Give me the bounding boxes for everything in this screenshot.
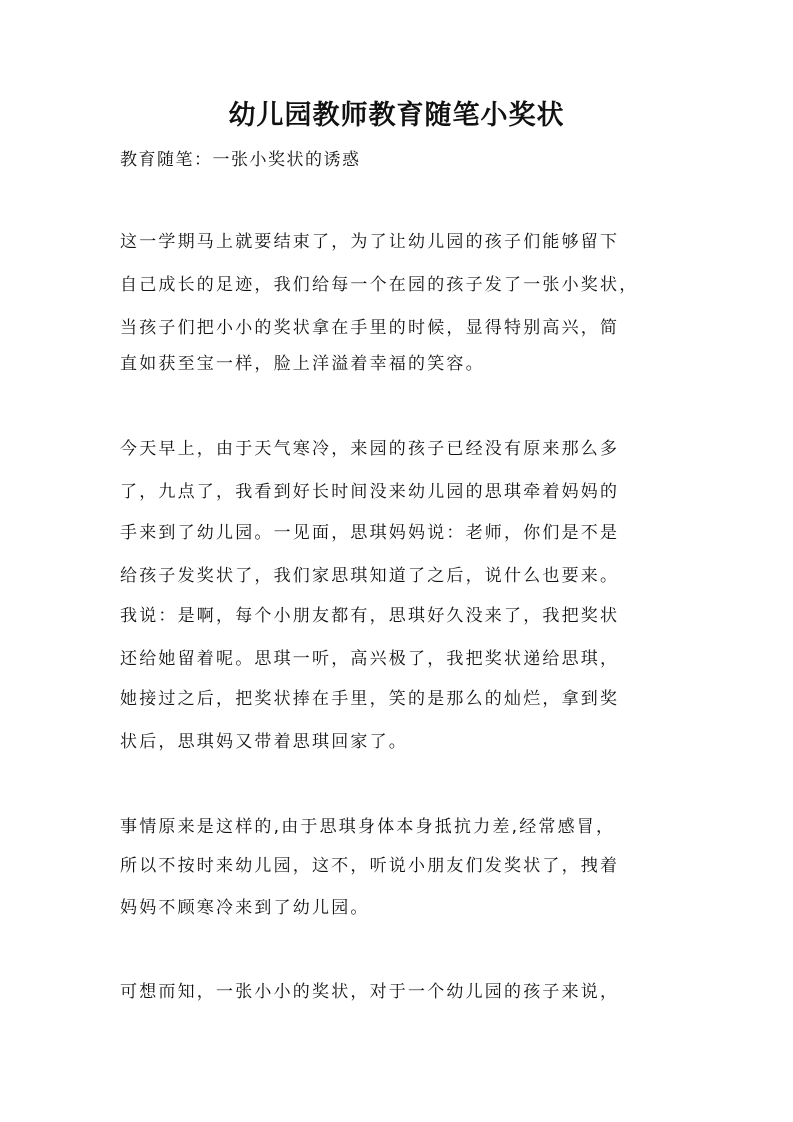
text-line: 直如获至宝一样，脸上洋溢着幸福的笑容。 xyxy=(120,354,485,374)
text-line: 这一学期马上就要结束了，为了让幼儿园的孩子们能够留下 xyxy=(120,232,620,252)
text-line: 状后，思琪妈又带着思琪回家了。 xyxy=(120,732,408,752)
text-line: 所以不按时来幼儿园，这不，听说小朋友们发奖状了，拽着 xyxy=(120,856,620,876)
text-line: 手来到了幼儿园。一见面，思琪妈妈说：老师，你们是不是 xyxy=(120,523,620,543)
text-line: 自己成长的足迹，我们给每一个在园的孩子发了一张小奖状， xyxy=(120,275,639,295)
document-subtitle: 教育随笔：一张小奖状的诱惑 xyxy=(120,150,361,170)
text-line: 还给她留着呢。思琪一听，高兴极了，我把奖状递给思琪， xyxy=(120,649,620,669)
document-title: 幼儿园教师教育随笔小奖状 xyxy=(228,100,565,131)
text-line: 今天早上，由于天气寒冷，来园的孩子已经没有原来那么多 xyxy=(120,439,620,459)
text-line: 可想而知，一张小小的奖状，对于一个幼儿园的孩子来说， xyxy=(120,982,620,1002)
text-line: 当孩子们把小小的奖状拿在手里的时候，显得特别高兴，简 xyxy=(120,318,620,338)
text-line: 了，九点了，我看到好长时间没来幼儿园的思琪牵着妈妈的 xyxy=(120,482,620,502)
text-line: 给孩子发奖状了，我们家思琪知道了之后，说什么也要来。 xyxy=(120,566,620,586)
text-line: 我说：是啊，每个小朋友都有，思琪好久没来了，我把奖状 xyxy=(120,606,620,626)
text-line: 她接过之后，把奖状捧在手里，笑的是那么的灿烂，拿到奖 xyxy=(120,689,620,709)
text-line: 事情原来是这样的,由于思琪身体本身抵抗力差,经常感冒， xyxy=(120,817,616,837)
text-line: 妈妈不顾寒冷来到了幼儿园。 xyxy=(120,898,370,918)
